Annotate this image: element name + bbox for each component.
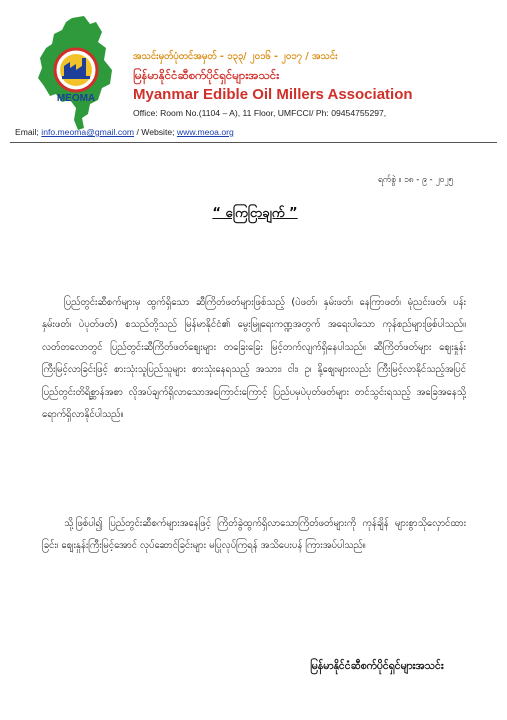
announcement-title: “ ကြေငြာချက် ” [212, 206, 298, 221]
contact-line [15, 127, 234, 137]
website-label: / Website; [136, 127, 175, 137]
office-address: Office: Room No.(1104 – A), 11 Floor, UMFCCI/ Ph: 09454755297, [133, 108, 387, 118]
email-label: Email; [15, 127, 39, 137]
signature-association: မြန်မာနိုင်ငံဆီစက်ပိုင်ရှင်များအသင်း [310, 660, 444, 672]
header-divider [10, 142, 497, 143]
svg-text:MEOMA: MEOMA [56, 93, 96, 104]
body-paragraph-1: ပြည်တွင်းဆီစက်များမှ ထွက်ရှိသော ဆီကြိတ်ဖတ်များဖြစ်သည့် (ပဲဖတ်၊ နှမ်းဖတ်၊ နေကြာဖတ်၊ မုံညင်းဖတ်၊ ပန်းနှမ်းဖတ်၊ ပဲပုတ်ဖတ်) စသည်တို့သည် မြန်မာနိုင်ငံ၏ မွေးမြူရေးကဏ္ဍအတွက် အရေးပါသော ကုန်စည်များဖြစ်ပါသည်။ လတ်တလောတွင် ပြည်တွင်းဆီကြိတ်ဖတ်စျေးများ တခြေးခြေး မြင့်တက်လျက်ရှိနေပါသည်။ ဆီကြိတ်ဖတ်များ စျေးနှုန်းကြီးမြင့်လာခြင်းဖြင့် စားသုံးသူပြည်သူများ စားသုံးနေရသည့် အသား၊ ငါး၊ ဥ၊ နို့စျေးများလည်း ကြီးမြင့်လာနိုင်သည့်အပြင် ပြည်တွင်းတိရိစ္ဆာန်အစာ လိုအပ်ချက်ရှိလာသောအကြောင်းကြောင့် ပြည်ပမှပဲပုတ်ဖတ်များ တင်သွင်းရသည့် အခြေအနေသို့ ရောက်ရှိလာနိုင်ပါသည်။ [42, 297, 466, 421]
registration-number: အသင်းမှတ်ပုံတင်အမှတ် - ၁၃၃/ ၂၀၁၆ - ၂၀၁၇ / အသင်း [133, 51, 338, 62]
association-name-english: Myanmar Edible Oil Millers Association [133, 86, 413, 103]
email-link[interactable]: info.meoma@gmail.com [41, 127, 135, 137]
document-date: ရက်စွဲ ။ ၁၈ - ၉ - ၂၀၂၅ [378, 175, 454, 185]
website-link[interactable]: www.meoa.org [176, 127, 234, 137]
association-name-myanmar: မြန်မာနိုင်ငံဆီစက်ပိုင်ရှင်များအသင်း [133, 68, 280, 82]
meoma-logo-icon [32, 14, 124, 132]
body-paragraph-2: သို့ဖြစ်ပါ၍ ပြည်တွင်းဆီစက်များအနေဖြင့် ကြိတ်ခွဲထွက်ရှိလာသောကြိတ်ဖတ်များကို ကုန်ချိန် များစွာသိုလှောင်ထားခြင်း၊ စျေးနှုန်းကြီးမြင့်အောင် လုပ်ဆောင်ခြင်းများ မပြုလုပ်ကြရန် အသိပေးပန် ကြားအပ်ပါသည်။ [42, 518, 466, 552]
letterhead [0, 0, 507, 175]
